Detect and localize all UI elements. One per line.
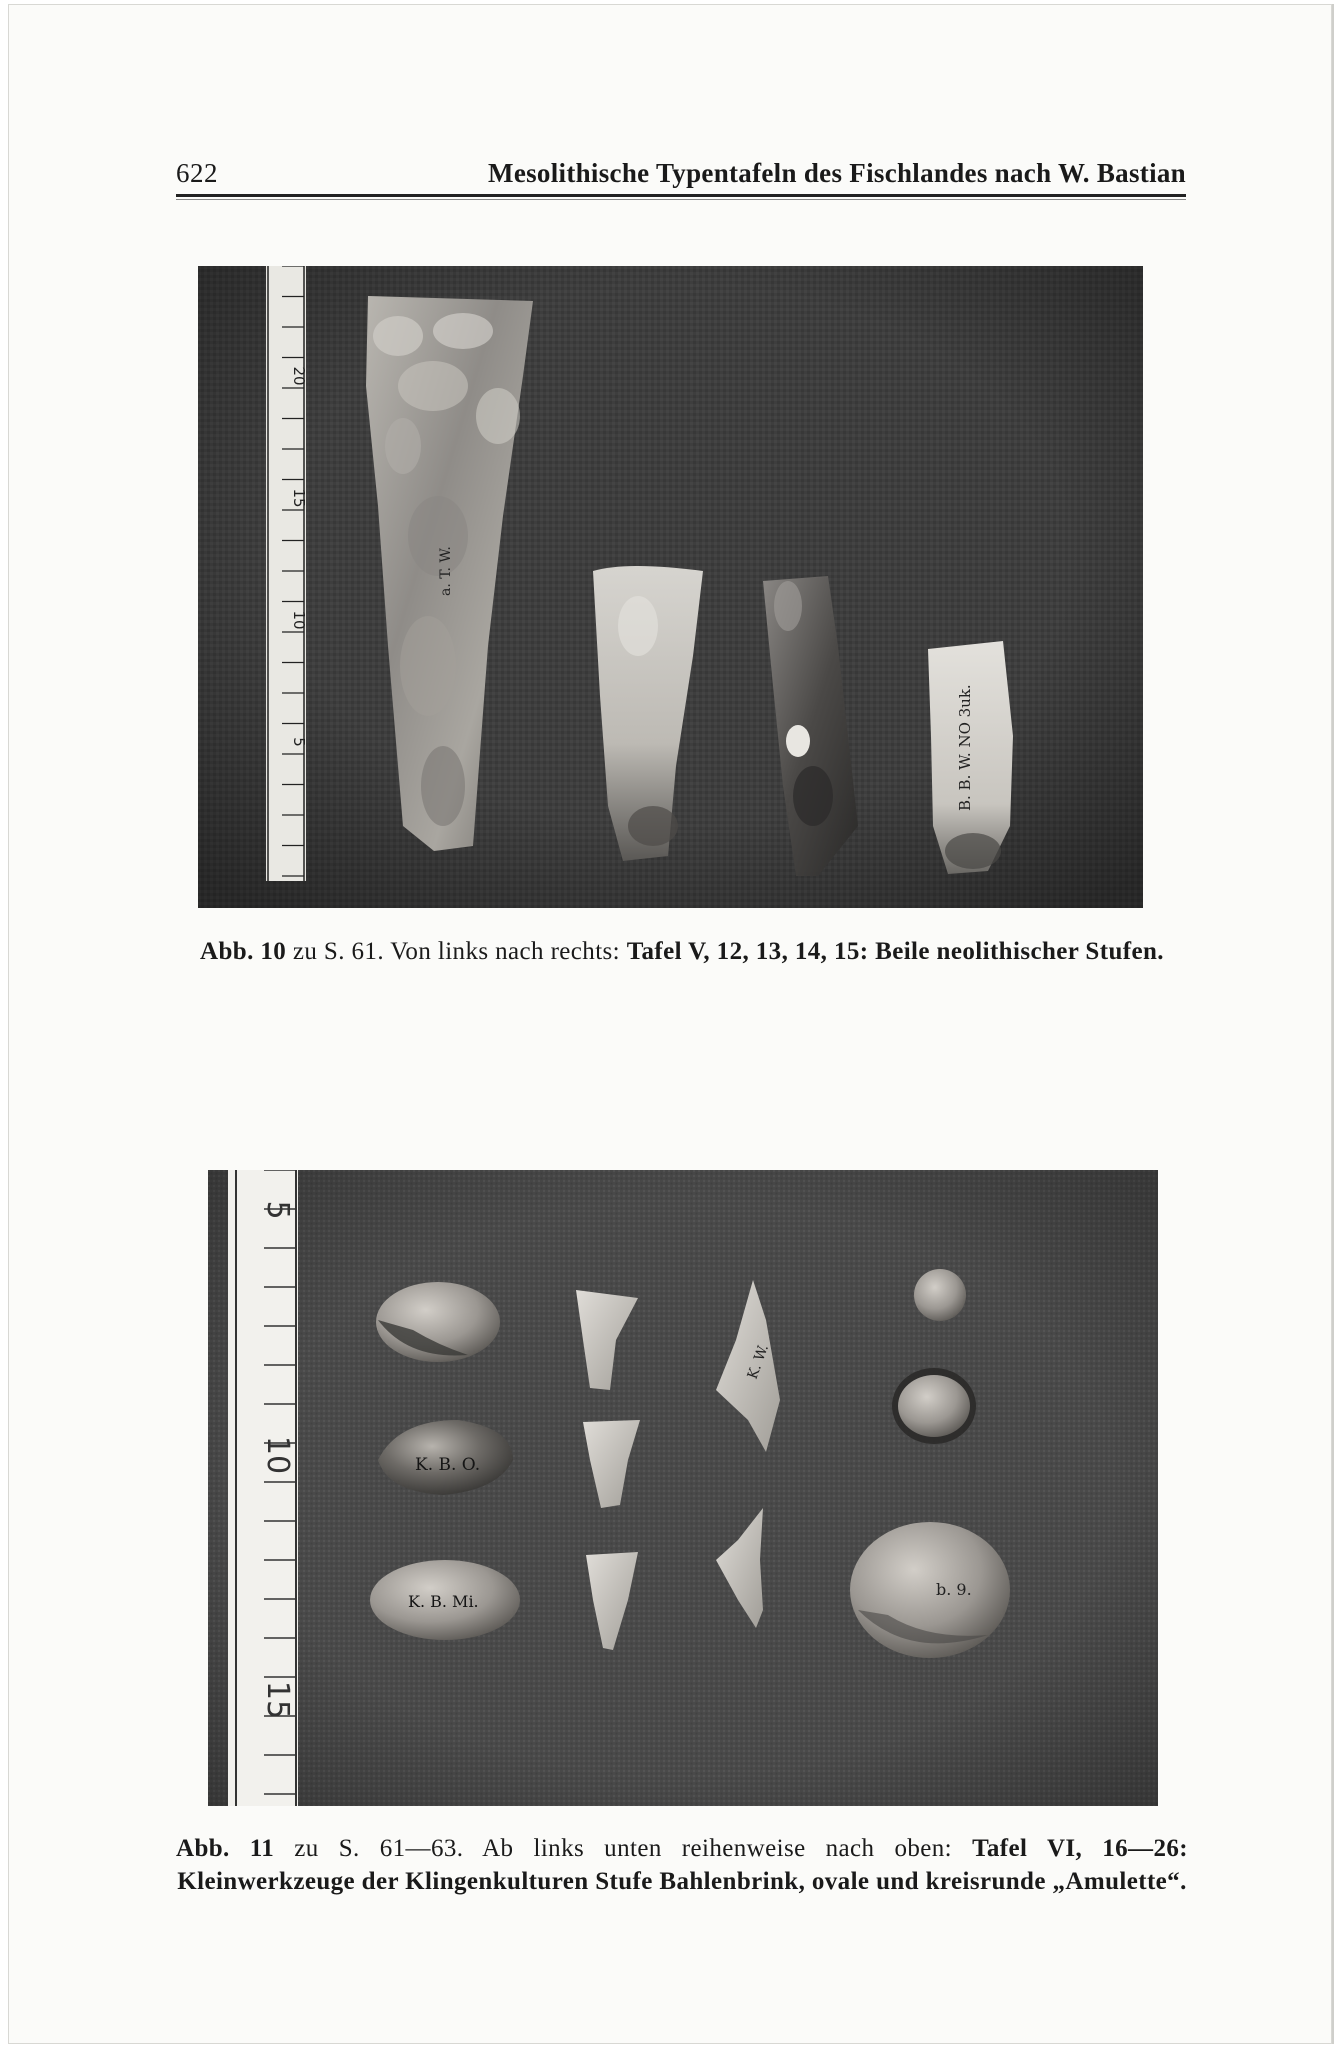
ruler-label: 10 — [290, 610, 308, 630]
caption-text: Ab links unten reihenweise nach oben: — [482, 1835, 953, 1862]
caption-label: Abb. 10 — [200, 938, 287, 965]
inscription-axe-12: a. T. W. — [438, 546, 454, 596]
caption-ref: zu S. 61—63. — [294, 1835, 464, 1862]
running-title: Mesolithische Typentafeln des Fischlandes nach W. Bastian — [488, 158, 1186, 188]
figure-10-caption — [176, 935, 1188, 968]
artifact-axe-15 — [928, 641, 1013, 874]
ruler-label: 10 — [260, 1435, 295, 1475]
artifact-amulet-medium — [892, 1368, 976, 1444]
inscription-oval-middle: K. B. O. — [415, 1455, 481, 1475]
page-number: 622 — [176, 158, 218, 188]
inscription-oval-bottom: K. B. Mi. — [408, 1592, 479, 1611]
figure-10-photo — [198, 266, 1143, 908]
artifact-amulet-small — [914, 1269, 966, 1321]
inscription-amulet-large: b. 9. — [936, 1580, 972, 1599]
ruler-label: 20 — [290, 366, 308, 386]
caption-bold: Tafel V, 12, 13, 14, 15: Beile neolithischer Stufen. — [626, 938, 1164, 965]
ruler-label: 15 — [290, 488, 308, 508]
artifact-oval-scraper-bottom — [370, 1560, 520, 1640]
measuring-ruler — [266, 266, 308, 881]
ruler-label: 15 — [260, 1680, 295, 1720]
ruler-label: 5 — [260, 1200, 295, 1220]
page-header — [176, 152, 1186, 188]
figure-11-caption — [176, 1832, 1188, 1898]
header-rule — [176, 194, 1186, 197]
artifact-oval-scraper-top — [376, 1282, 500, 1362]
header-rule-thin — [176, 199, 1186, 200]
caption-text: Von links nach rechts: — [390, 938, 621, 965]
inscription-point-top: K. W. — [744, 1342, 772, 1382]
inscription-axe-15: B. B. W. NO 3uk. — [956, 684, 974, 811]
figure-11-photo — [208, 1170, 1158, 1806]
artifact-amulet-large — [850, 1522, 1010, 1658]
measuring-ruler — [228, 1170, 298, 1806]
caption-bold: Tafel VI, 16—26: Kleinwerkzeuge der Klingenkulturen Stufe Bahlenbrink, ovale und kreisrunde „Amulette“. — [177, 1835, 1188, 1895]
caption-label: Abb. 11 — [176, 1835, 275, 1862]
ruler-label: 5 — [290, 737, 308, 747]
caption-ref: zu S. 61. — [292, 938, 384, 965]
